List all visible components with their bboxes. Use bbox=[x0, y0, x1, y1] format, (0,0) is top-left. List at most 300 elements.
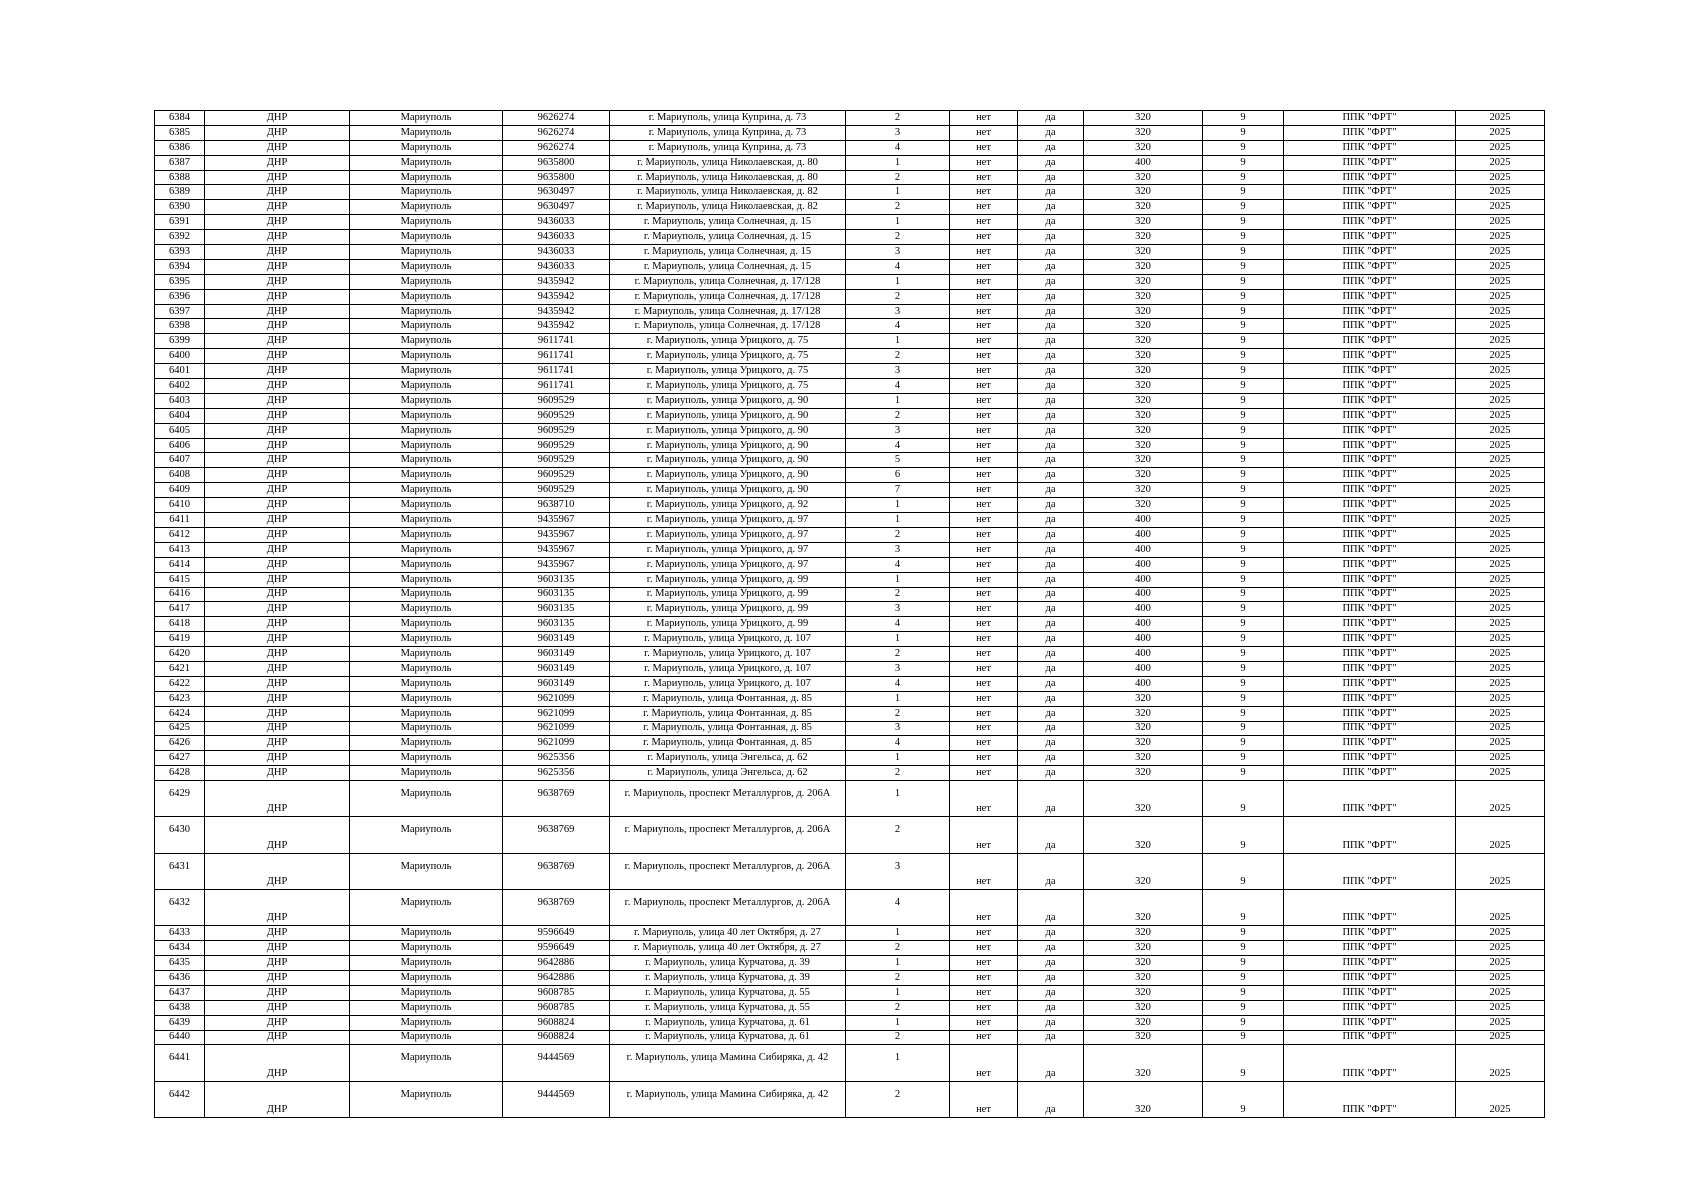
cell-count: 9 bbox=[1203, 676, 1284, 691]
cell-num: 6388 bbox=[155, 170, 205, 185]
cell-entrance: 4 bbox=[846, 557, 950, 572]
cell-count: 9 bbox=[1203, 111, 1284, 126]
cell-year: 2025 bbox=[1456, 379, 1545, 394]
cell-year: 2025 bbox=[1456, 647, 1545, 662]
cell-org: ППК "ФРТ" bbox=[1284, 483, 1456, 498]
cell-flag_no: нет bbox=[950, 926, 1018, 941]
cell-address: г. Мариуполь, улица Урицкого, д. 90 bbox=[610, 453, 846, 468]
cell-entrance: 1 bbox=[846, 1015, 950, 1030]
cell-org: ППК "ФРТ" bbox=[1284, 853, 1456, 889]
table-row bbox=[155, 587, 1545, 602]
table-row bbox=[155, 889, 1545, 925]
cell-region: ДНР bbox=[205, 527, 350, 542]
cell-address: г. Мариуполь, улица Урицкого, д. 107 bbox=[610, 661, 846, 676]
cell-num: 6416 bbox=[155, 587, 205, 602]
cell-flag_yes: да bbox=[1018, 185, 1084, 200]
cell-year: 2025 bbox=[1456, 676, 1545, 691]
cell-region: ДНР bbox=[205, 970, 350, 985]
cell-entrance: 1 bbox=[846, 185, 950, 200]
cell-code: 9603149 bbox=[503, 632, 610, 647]
cell-year: 2025 bbox=[1456, 1045, 1545, 1081]
cell-capacity: 320 bbox=[1084, 498, 1203, 513]
cell-entrance: 4 bbox=[846, 889, 950, 925]
cell-entrance: 1 bbox=[846, 781, 950, 817]
table-row bbox=[155, 304, 1545, 319]
table-row bbox=[155, 721, 1545, 736]
cell-flag_yes: да bbox=[1018, 956, 1084, 971]
cell-year: 2025 bbox=[1456, 513, 1545, 528]
table-row bbox=[155, 170, 1545, 185]
cell-flag_no: нет bbox=[950, 513, 1018, 528]
cell-address: г. Мариуполь, улица Солнечная, д. 17/128 bbox=[610, 319, 846, 334]
cell-city: Мариуполь bbox=[350, 319, 503, 334]
cell-entrance: 2 bbox=[846, 647, 950, 662]
cell-year: 2025 bbox=[1456, 617, 1545, 632]
cell-year: 2025 bbox=[1456, 125, 1545, 140]
table-row bbox=[155, 393, 1545, 408]
cell-num: 6430 bbox=[155, 817, 205, 853]
cell-flag_yes: да bbox=[1018, 483, 1084, 498]
table-body bbox=[155, 111, 1545, 1118]
table-row bbox=[155, 498, 1545, 513]
cell-entrance: 2 bbox=[846, 349, 950, 364]
cell-address: г. Мариуполь, улица Фонтанная, д. 85 bbox=[610, 706, 846, 721]
cell-org: ППК "ФРТ" bbox=[1284, 970, 1456, 985]
cell-org: ППК "ФРТ" bbox=[1284, 393, 1456, 408]
cell-city: Мариуполь bbox=[350, 304, 503, 319]
cell-region: ДНР bbox=[205, 408, 350, 423]
cell-region: ДНР bbox=[205, 498, 350, 513]
cell-capacity: 320 bbox=[1084, 245, 1203, 260]
cell-count: 9 bbox=[1203, 647, 1284, 662]
cell-flag_no: нет bbox=[950, 140, 1018, 155]
cell-year: 2025 bbox=[1456, 572, 1545, 587]
cell-flag_no: нет bbox=[950, 736, 1018, 751]
cell-year: 2025 bbox=[1456, 751, 1545, 766]
cell-region: ДНР bbox=[205, 185, 350, 200]
cell-count: 9 bbox=[1203, 985, 1284, 1000]
cell-city: Мариуполь bbox=[350, 185, 503, 200]
cell-capacity: 320 bbox=[1084, 941, 1203, 956]
cell-count: 9 bbox=[1203, 706, 1284, 721]
cell-city: Мариуполь bbox=[350, 423, 503, 438]
cell-capacity: 320 bbox=[1084, 200, 1203, 215]
table-row bbox=[155, 408, 1545, 423]
cell-org: ППК "ФРТ" bbox=[1284, 438, 1456, 453]
cell-region: ДНР bbox=[205, 393, 350, 408]
cell-code: 9638769 bbox=[503, 889, 610, 925]
cell-entrance: 4 bbox=[846, 140, 950, 155]
table-row bbox=[155, 956, 1545, 971]
cell-city: Мариуполь bbox=[350, 274, 503, 289]
cell-code: 9611741 bbox=[503, 364, 610, 379]
cell-count: 9 bbox=[1203, 319, 1284, 334]
cell-org: ППК "ФРТ" bbox=[1284, 817, 1456, 853]
cell-flag_no: нет bbox=[950, 245, 1018, 260]
cell-entrance: 1 bbox=[846, 393, 950, 408]
cell-entrance: 6 bbox=[846, 468, 950, 483]
cell-address: г. Мариуполь, улица Урицкого, д. 75 bbox=[610, 364, 846, 379]
cell-flag_yes: да bbox=[1018, 230, 1084, 245]
cell-flag_yes: да bbox=[1018, 572, 1084, 587]
cell-address: г. Мариуполь, улица Солнечная, д. 17/128 bbox=[610, 304, 846, 319]
cell-region: ДНР bbox=[205, 587, 350, 602]
cell-flag_no: нет bbox=[950, 364, 1018, 379]
cell-count: 9 bbox=[1203, 736, 1284, 751]
cell-entrance: 3 bbox=[846, 245, 950, 260]
cell-org: ППК "ФРТ" bbox=[1284, 364, 1456, 379]
cell-address: г. Мариуполь, улица Николаевская, д. 82 bbox=[610, 185, 846, 200]
cell-entrance: 2 bbox=[846, 289, 950, 304]
cell-city: Мариуполь bbox=[350, 438, 503, 453]
cell-entrance: 3 bbox=[846, 125, 950, 140]
cell-region: ДНР bbox=[205, 483, 350, 498]
cell-capacity: 320 bbox=[1084, 483, 1203, 498]
cell-flag_yes: да bbox=[1018, 853, 1084, 889]
cell-entrance: 1 bbox=[846, 334, 950, 349]
cell-flag_no: нет bbox=[950, 751, 1018, 766]
cell-flag_yes: да bbox=[1018, 349, 1084, 364]
cell-org: ППК "ФРТ" bbox=[1284, 289, 1456, 304]
cell-region: ДНР bbox=[205, 423, 350, 438]
table-row bbox=[155, 941, 1545, 956]
cell-city: Мариуполь bbox=[350, 140, 503, 155]
cell-num: 6404 bbox=[155, 408, 205, 423]
cell-flag_yes: да bbox=[1018, 766, 1084, 781]
cell-code: 9603135 bbox=[503, 602, 610, 617]
cell-code: 9435942 bbox=[503, 319, 610, 334]
cell-entrance: 2 bbox=[846, 970, 950, 985]
cell-num: 6405 bbox=[155, 423, 205, 438]
cell-year: 2025 bbox=[1456, 889, 1545, 925]
cell-flag_no: нет bbox=[950, 215, 1018, 230]
cell-org: ППК "ФРТ" bbox=[1284, 513, 1456, 528]
cell-org: ППК "ФРТ" bbox=[1284, 1000, 1456, 1015]
cell-address: г. Мариуполь, улица Урицкого, д. 99 bbox=[610, 617, 846, 632]
cell-capacity: 320 bbox=[1084, 125, 1203, 140]
cell-year: 2025 bbox=[1456, 155, 1545, 170]
cell-year: 2025 bbox=[1456, 542, 1545, 557]
cell-num: 6398 bbox=[155, 319, 205, 334]
table-row bbox=[155, 379, 1545, 394]
cell-entrance: 3 bbox=[846, 602, 950, 617]
cell-capacity: 320 bbox=[1084, 889, 1203, 925]
cell-count: 9 bbox=[1203, 438, 1284, 453]
cell-num: 6413 bbox=[155, 542, 205, 557]
cell-org: ППК "ФРТ" bbox=[1284, 985, 1456, 1000]
cell-org: ППК "ФРТ" bbox=[1284, 557, 1456, 572]
cell-flag_no: нет bbox=[950, 557, 1018, 572]
cell-year: 2025 bbox=[1456, 393, 1545, 408]
cell-code: 9608785 bbox=[503, 1000, 610, 1015]
cell-city: Мариуполь bbox=[350, 632, 503, 647]
cell-address: г. Мариуполь, улица Урицкого, д. 90 bbox=[610, 423, 846, 438]
cell-flag_yes: да bbox=[1018, 245, 1084, 260]
cell-flag_yes: да bbox=[1018, 542, 1084, 557]
cell-num: 6422 bbox=[155, 676, 205, 691]
cell-flag_yes: да bbox=[1018, 706, 1084, 721]
table-row bbox=[155, 423, 1545, 438]
table-row bbox=[155, 781, 1545, 817]
cell-region: ДНР bbox=[205, 766, 350, 781]
cell-code: 9435942 bbox=[503, 304, 610, 319]
cell-year: 2025 bbox=[1456, 423, 1545, 438]
cell-count: 9 bbox=[1203, 572, 1284, 587]
cell-address: г. Мариуполь, улица Курчатова, д. 39 bbox=[610, 956, 846, 971]
cell-flag_no: нет bbox=[950, 334, 1018, 349]
cell-year: 2025 bbox=[1456, 527, 1545, 542]
cell-flag_no: нет bbox=[950, 602, 1018, 617]
cell-capacity: 400 bbox=[1084, 647, 1203, 662]
cell-org: ППК "ФРТ" bbox=[1284, 676, 1456, 691]
cell-year: 2025 bbox=[1456, 334, 1545, 349]
table-row bbox=[155, 319, 1545, 334]
cell-count: 9 bbox=[1203, 1081, 1284, 1117]
cell-city: Мариуполь bbox=[350, 498, 503, 513]
cell-city: Мариуполь bbox=[350, 1015, 503, 1030]
cell-org: ППК "ФРТ" bbox=[1284, 941, 1456, 956]
cell-code: 9603149 bbox=[503, 661, 610, 676]
cell-address: г. Мариуполь, улица Курчатова, д. 55 bbox=[610, 985, 846, 1000]
cell-code: 9435942 bbox=[503, 289, 610, 304]
cell-year: 2025 bbox=[1456, 817, 1545, 853]
cell-num: 6420 bbox=[155, 647, 205, 662]
cell-city: Мариуполь bbox=[350, 542, 503, 557]
cell-org: ППК "ФРТ" bbox=[1284, 736, 1456, 751]
cell-count: 9 bbox=[1203, 379, 1284, 394]
table-row bbox=[155, 751, 1545, 766]
cell-entrance: 1 bbox=[846, 572, 950, 587]
cell-capacity: 320 bbox=[1084, 393, 1203, 408]
cell-num: 6437 bbox=[155, 985, 205, 1000]
cell-capacity: 320 bbox=[1084, 185, 1203, 200]
cell-capacity: 320 bbox=[1084, 781, 1203, 817]
cell-region: ДНР bbox=[205, 557, 350, 572]
cell-entrance: 2 bbox=[846, 941, 950, 956]
cell-capacity: 320 bbox=[1084, 349, 1203, 364]
cell-code: 9608824 bbox=[503, 1015, 610, 1030]
cell-code: 9436033 bbox=[503, 230, 610, 245]
cell-year: 2025 bbox=[1456, 926, 1545, 941]
cell-flag_no: нет bbox=[950, 661, 1018, 676]
cell-code: 9626274 bbox=[503, 125, 610, 140]
cell-year: 2025 bbox=[1456, 319, 1545, 334]
cell-address: г. Мариуполь, проспект Металлургов, д. 206А bbox=[610, 781, 846, 817]
table-row bbox=[155, 706, 1545, 721]
cell-entrance: 3 bbox=[846, 423, 950, 438]
cell-code: 9596649 bbox=[503, 941, 610, 956]
cell-num: 6442 bbox=[155, 1081, 205, 1117]
cell-flag_no: нет bbox=[950, 125, 1018, 140]
cell-capacity: 320 bbox=[1084, 766, 1203, 781]
cell-flag_yes: да bbox=[1018, 140, 1084, 155]
cell-flag_no: нет bbox=[950, 393, 1018, 408]
cell-num: 6417 bbox=[155, 602, 205, 617]
cell-code: 9608824 bbox=[503, 1030, 610, 1045]
cell-flag_no: нет bbox=[950, 319, 1018, 334]
cell-flag_no: нет bbox=[950, 483, 1018, 498]
cell-entrance: 1 bbox=[846, 513, 950, 528]
cell-org: ППК "ФРТ" bbox=[1284, 706, 1456, 721]
cell-org: ППК "ФРТ" bbox=[1284, 602, 1456, 617]
cell-count: 9 bbox=[1203, 691, 1284, 706]
cell-code: 9638769 bbox=[503, 817, 610, 853]
cell-num: 6396 bbox=[155, 289, 205, 304]
cell-entrance: 3 bbox=[846, 542, 950, 557]
cell-count: 9 bbox=[1203, 140, 1284, 155]
cell-address: г. Мариуполь, улица Солнечная, д. 15 bbox=[610, 245, 846, 260]
cell-city: Мариуполь bbox=[350, 393, 503, 408]
cell-code: 9621099 bbox=[503, 736, 610, 751]
cell-entrance: 2 bbox=[846, 111, 950, 126]
cell-flag_no: нет bbox=[950, 853, 1018, 889]
cell-code: 9630497 bbox=[503, 185, 610, 200]
cell-org: ППК "ФРТ" bbox=[1284, 632, 1456, 647]
cell-count: 9 bbox=[1203, 513, 1284, 528]
cell-city: Мариуполь bbox=[350, 941, 503, 956]
cell-code: 9642886 bbox=[503, 970, 610, 985]
cell-count: 9 bbox=[1203, 602, 1284, 617]
cell-num: 6435 bbox=[155, 956, 205, 971]
cell-org: ППК "ФРТ" bbox=[1284, 1045, 1456, 1081]
cell-region: ДНР bbox=[205, 438, 350, 453]
cell-flag_yes: да bbox=[1018, 334, 1084, 349]
cell-num: 6408 bbox=[155, 468, 205, 483]
cell-org: ППК "ФРТ" bbox=[1284, 1015, 1456, 1030]
cell-city: Мариуполь bbox=[350, 817, 503, 853]
cell-region: ДНР bbox=[205, 941, 350, 956]
cell-region: ДНР bbox=[205, 513, 350, 528]
cell-code: 9625356 bbox=[503, 766, 610, 781]
cell-city: Мариуполь bbox=[350, 200, 503, 215]
cell-city: Мариуполь bbox=[350, 334, 503, 349]
cell-region: ДНР bbox=[205, 721, 350, 736]
cell-city: Мариуполь bbox=[350, 557, 503, 572]
cell-capacity: 320 bbox=[1084, 111, 1203, 126]
cell-year: 2025 bbox=[1456, 985, 1545, 1000]
table-row bbox=[155, 140, 1545, 155]
cell-flag_no: нет bbox=[950, 1045, 1018, 1081]
cell-org: ППК "ФРТ" bbox=[1284, 170, 1456, 185]
cell-num: 6429 bbox=[155, 781, 205, 817]
cell-flag_yes: да bbox=[1018, 438, 1084, 453]
cell-capacity: 320 bbox=[1084, 140, 1203, 155]
cell-region: ДНР bbox=[205, 289, 350, 304]
cell-capacity: 320 bbox=[1084, 970, 1203, 985]
cell-flag_yes: да bbox=[1018, 781, 1084, 817]
cell-city: Мариуполь bbox=[350, 468, 503, 483]
cell-region: ДНР bbox=[205, 736, 350, 751]
cell-year: 2025 bbox=[1456, 111, 1545, 126]
cell-year: 2025 bbox=[1456, 602, 1545, 617]
table-row bbox=[155, 632, 1545, 647]
cell-year: 2025 bbox=[1456, 956, 1545, 971]
cell-count: 9 bbox=[1203, 751, 1284, 766]
cell-num: 6403 bbox=[155, 393, 205, 408]
cell-city: Мариуполь bbox=[350, 970, 503, 985]
cell-year: 2025 bbox=[1456, 140, 1545, 155]
cell-flag_yes: да bbox=[1018, 721, 1084, 736]
cell-address: г. Мариуполь, улица Урицкого, д. 90 bbox=[610, 468, 846, 483]
cell-code: 9609529 bbox=[503, 438, 610, 453]
cell-code: 9609529 bbox=[503, 483, 610, 498]
cell-org: ППК "ФРТ" bbox=[1284, 423, 1456, 438]
cell-region: ДНР bbox=[205, 111, 350, 126]
cell-city: Мариуполь bbox=[350, 781, 503, 817]
cell-count: 9 bbox=[1203, 259, 1284, 274]
cell-capacity: 320 bbox=[1084, 956, 1203, 971]
cell-flag_yes: да bbox=[1018, 259, 1084, 274]
cell-region: ДНР bbox=[205, 1045, 350, 1081]
cell-address: г. Мариуполь, улица Мамина Сибиряка, д. 42 bbox=[610, 1045, 846, 1081]
cell-count: 9 bbox=[1203, 781, 1284, 817]
cell-code: 9435967 bbox=[503, 557, 610, 572]
cell-flag_yes: да bbox=[1018, 617, 1084, 632]
cell-flag_yes: да bbox=[1018, 468, 1084, 483]
cell-address: г. Мариуполь, улица Урицкого, д. 99 bbox=[610, 602, 846, 617]
cell-code: 9603149 bbox=[503, 647, 610, 662]
cell-capacity: 400 bbox=[1084, 661, 1203, 676]
cell-org: ППК "ФРТ" bbox=[1284, 155, 1456, 170]
cell-address: г. Мариуполь, улица Курчатова, д. 61 bbox=[610, 1030, 846, 1045]
cell-region: ДНР bbox=[205, 853, 350, 889]
cell-flag_no: нет bbox=[950, 542, 1018, 557]
cell-capacity: 320 bbox=[1084, 468, 1203, 483]
cell-region: ДНР bbox=[205, 542, 350, 557]
cell-entrance: 2 bbox=[846, 817, 950, 853]
cell-city: Мариуполь bbox=[350, 602, 503, 617]
cell-entrance: 4 bbox=[846, 379, 950, 394]
cell-flag_yes: да bbox=[1018, 498, 1084, 513]
cell-city: Мариуполь bbox=[350, 572, 503, 587]
cell-flag_yes: да bbox=[1018, 453, 1084, 468]
cell-entrance: 2 bbox=[846, 587, 950, 602]
cell-address: г. Мариуполь, улица Курчатова, д. 55 bbox=[610, 1000, 846, 1015]
cell-code: 9611741 bbox=[503, 349, 610, 364]
cell-capacity: 320 bbox=[1084, 817, 1203, 853]
cell-count: 9 bbox=[1203, 230, 1284, 245]
cell-count: 9 bbox=[1203, 349, 1284, 364]
cell-num: 6415 bbox=[155, 572, 205, 587]
cell-city: Мариуполь bbox=[350, 453, 503, 468]
cell-year: 2025 bbox=[1456, 661, 1545, 676]
cell-address: г. Мариуполь, улица Курчатова, д. 39 bbox=[610, 970, 846, 985]
cell-entrance: 2 bbox=[846, 200, 950, 215]
cell-capacity: 400 bbox=[1084, 513, 1203, 528]
cell-year: 2025 bbox=[1456, 215, 1545, 230]
cell-flag_no: нет bbox=[950, 170, 1018, 185]
cell-code: 9435967 bbox=[503, 513, 610, 528]
cell-flag_no: нет bbox=[950, 230, 1018, 245]
cell-flag_no: нет bbox=[950, 587, 1018, 602]
table-row bbox=[155, 647, 1545, 662]
cell-region: ДНР bbox=[205, 817, 350, 853]
cell-capacity: 320 bbox=[1084, 1081, 1203, 1117]
cell-city: Мариуполь bbox=[350, 155, 503, 170]
cell-flag_no: нет bbox=[950, 408, 1018, 423]
cell-flag_no: нет bbox=[950, 676, 1018, 691]
cell-region: ДНР bbox=[205, 140, 350, 155]
cell-flag_yes: да bbox=[1018, 647, 1084, 662]
cell-flag_yes: да bbox=[1018, 408, 1084, 423]
cell-code: 9635800 bbox=[503, 155, 610, 170]
cell-year: 2025 bbox=[1456, 632, 1545, 647]
cell-flag_yes: да bbox=[1018, 170, 1084, 185]
cell-flag_no: нет bbox=[950, 647, 1018, 662]
cell-num: 6412 bbox=[155, 527, 205, 542]
cell-year: 2025 bbox=[1456, 781, 1545, 817]
cell-entrance: 2 bbox=[846, 706, 950, 721]
